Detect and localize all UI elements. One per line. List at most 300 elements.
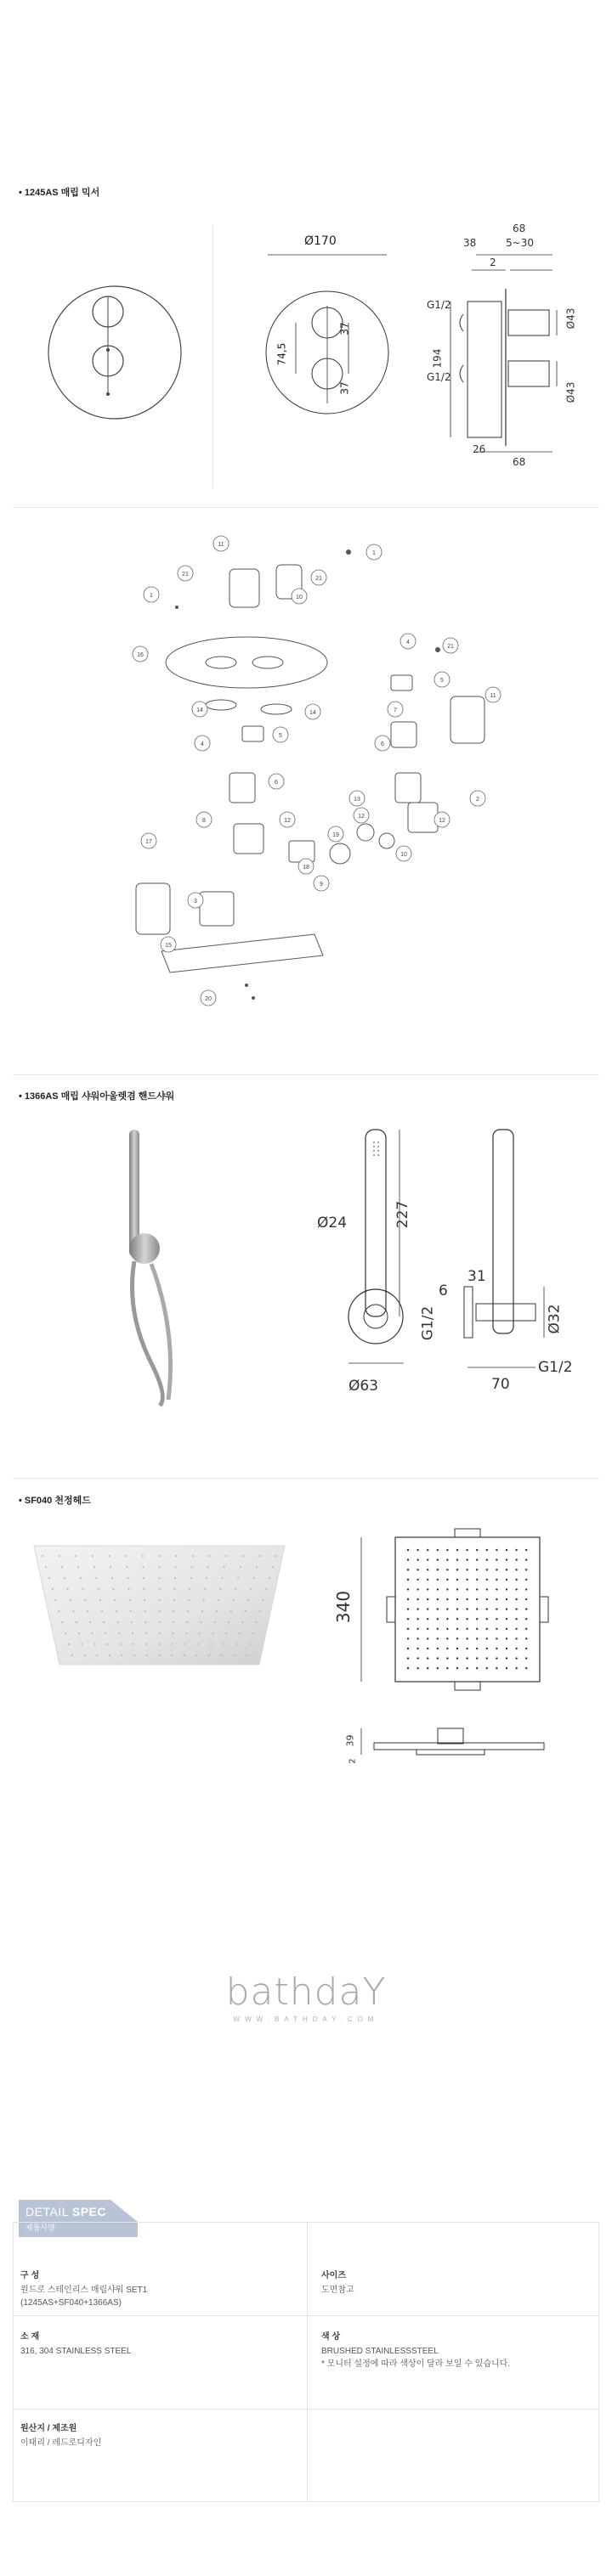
nozzle-dot: [239, 1632, 241, 1634]
svg-text:4: 4: [201, 741, 204, 747]
svg-text:12: 12: [439, 818, 445, 824]
head-nozzle-dot: [525, 1569, 527, 1570]
mixer-front-view: [30, 268, 200, 437]
nozzle-dot: [143, 1588, 144, 1590]
svg-text:11: 11: [490, 693, 496, 699]
spec-mid-line: [307, 2222, 308, 2502]
nozzle-dot: [64, 1577, 65, 1579]
head-nozzle-dot: [476, 1648, 478, 1649]
svg-text:12: 12: [284, 818, 291, 824]
head-nozzle-dot: [525, 1657, 527, 1659]
nozzle-dot: [158, 1588, 160, 1590]
head-nozzle-dot: [466, 1667, 468, 1669]
nozzle-dot: [245, 1610, 246, 1612]
head-nozzle-dot: [496, 1569, 497, 1570]
head-nozzle-dot: [506, 1667, 507, 1669]
nozzle-dot: [184, 1654, 185, 1656]
spec-material: [20, 2331, 131, 2358]
head-nozzle-dot: [407, 1637, 409, 1639]
dim-340: 340: [333, 1590, 354, 1624]
nozzle-dot: [207, 1566, 209, 1568]
dim-68-bottom: 68: [513, 456, 526, 468]
spec-table: [13, 2222, 599, 2502]
nozzle-dot: [116, 1621, 118, 1623]
head-nozzle-dot: [446, 1648, 448, 1649]
nozzle-dot: [201, 1610, 203, 1612]
spec-material-label: 소 재: [20, 2332, 40, 2342]
head-nozzle-dot: [496, 1559, 497, 1560]
svg-text:10: 10: [400, 852, 407, 858]
section-divider-3: [13, 1478, 599, 1479]
nozzle-dot: [256, 1621, 258, 1623]
nozzle-dot: [75, 1555, 76, 1557]
nozzle-dot: [158, 1643, 160, 1645]
head-nozzle-dot: [496, 1549, 497, 1551]
nozzle-dot: [133, 1654, 135, 1656]
nozzle-dot: [131, 1621, 133, 1623]
dim-g12-a: G1/2: [427, 299, 451, 311]
dim-g12-hand-b: G1/2: [538, 1359, 573, 1376]
spec-composition: [20, 2269, 147, 2309]
svg-text:21: 21: [182, 572, 189, 578]
nozzle-dot: [78, 1632, 80, 1634]
nozzle-dot: [118, 1632, 120, 1634]
detail-spec-subheading: 제품사양: [26, 2224, 55, 2232]
nozzle-dot: [221, 1654, 223, 1656]
head-nozzle-dot: [476, 1549, 478, 1551]
svg-text:15: 15: [165, 943, 172, 949]
handshower-front-drawing: [336, 1121, 429, 1410]
head-nozzle-dot: [486, 1648, 488, 1649]
head-nozzle-dot: [446, 1618, 448, 1620]
nozzle-dot: [48, 1577, 50, 1579]
nozzle-dot: [94, 1566, 95, 1568]
svg-text:14: 14: [196, 707, 203, 713]
dim-g12-hand-a: G1/2: [419, 1305, 437, 1341]
head-nozzle-dot: [476, 1657, 478, 1659]
nozzle-dot: [133, 1643, 134, 1645]
dim-26: 26: [473, 443, 486, 455]
head-nozzle-dot: [466, 1628, 468, 1630]
head-nozzle-dot: [456, 1579, 458, 1581]
nozzle-dot: [99, 1599, 101, 1601]
nozzle-dot: [84, 1654, 86, 1656]
nozzle-dot: [96, 1654, 98, 1656]
head-nozzle-dot: [416, 1559, 418, 1560]
head-nozzle-dot: [515, 1559, 517, 1560]
nozzle-dot: [111, 1577, 113, 1579]
svg-text:11: 11: [218, 542, 224, 548]
nozzle-dot: [174, 1566, 176, 1568]
head-nozzle-dot: [407, 1549, 409, 1551]
head-nozzle-dot: [437, 1559, 439, 1560]
svg-text:14: 14: [309, 710, 316, 716]
nozzle-dot: [158, 1566, 160, 1568]
svg-text:1: 1: [150, 593, 153, 599]
head-nozzle-dot: [407, 1598, 409, 1600]
nozzle-dot: [129, 1599, 131, 1601]
svg-text:6: 6: [275, 780, 278, 786]
head-nozzle-dot: [476, 1569, 478, 1570]
head-nozzle-dot: [446, 1628, 448, 1630]
head-nozzle-dot: [466, 1618, 468, 1620]
nozzle-dot: [175, 1555, 177, 1557]
head-nozzle-dot: [407, 1657, 409, 1659]
nozzle-dot: [206, 1577, 207, 1579]
headshower-photo: [30, 1537, 293, 1673]
nozzle-dot: [269, 1577, 270, 1579]
head-nozzle-dot: [476, 1628, 478, 1630]
head-nozzle-dot: [476, 1667, 478, 1669]
nozzle-dot: [256, 1566, 258, 1568]
dim-6: 6: [439, 1282, 448, 1299]
detail-spec-heading: DETAIL SPEC: [26, 2205, 106, 2218]
nozzle-dot: [225, 1632, 227, 1634]
svg-text:17: 17: [145, 839, 152, 845]
nozzle-dot: [59, 1555, 60, 1557]
nozzle-dot: [143, 1577, 144, 1579]
head-nozzle-dot: [427, 1559, 428, 1560]
nozzle-dot: [82, 1588, 84, 1590]
mixer-divider: [212, 225, 213, 488]
head-nozzle-dot: [476, 1559, 478, 1560]
nozzle-dot: [233, 1654, 235, 1656]
nozzle-dot: [225, 1555, 227, 1557]
nozzle-dot: [191, 1566, 193, 1568]
head-nozzle-dot: [476, 1598, 478, 1600]
head-nozzle-dot: [446, 1637, 448, 1639]
nozzle-dot: [250, 1588, 252, 1590]
head-nozzle-dot: [496, 1608, 497, 1609]
nozzle-dot: [132, 1632, 133, 1634]
head-nozzle-dot: [427, 1549, 428, 1551]
mixer-dimension-front: [255, 238, 400, 442]
head-nozzle-dot: [486, 1569, 488, 1570]
spec-composition-value-2: (1245AS+SF040+1366AS): [20, 2298, 122, 2308]
nozzle-dot: [200, 1621, 201, 1623]
handshower-photo: [110, 1121, 230, 1410]
spec-origin: [20, 2422, 101, 2449]
head-nozzle-dot: [456, 1628, 458, 1630]
nozzle-dot: [208, 1654, 210, 1656]
head-nozzle-dot: [416, 1618, 418, 1620]
head-nozzle-dot: [515, 1628, 517, 1630]
nozzle-dot: [173, 1599, 175, 1601]
nozzle-dot: [258, 1555, 260, 1557]
head-nozzle-dot: [515, 1579, 517, 1581]
headshower-drawing: [336, 1520, 582, 1784]
head-nozzle-dot: [466, 1588, 468, 1590]
dim-227: 227: [394, 1200, 412, 1229]
spec-color-label: 색 상: [321, 2332, 341, 2342]
head-nozzle-dot: [496, 1648, 497, 1649]
section-divider-2: [13, 1074, 599, 1075]
dim-74-5: 74,5: [275, 342, 288, 366]
nozzle-dot: [142, 1555, 144, 1557]
dim-38: 38: [463, 237, 477, 249]
nozzle-dot: [84, 1599, 86, 1601]
nozzle-dot: [116, 1610, 117, 1612]
head-nozzle-dot: [496, 1667, 497, 1669]
svg-text:2: 2: [476, 797, 479, 803]
nozzle-dot: [81, 1643, 82, 1645]
head-nozzle-dot: [437, 1569, 439, 1570]
spec-composition-value-1: 원드로 스테인리스 매립샤워 SET1: [20, 2286, 148, 2295]
nozzle-dot: [112, 1588, 114, 1590]
dim-37-a: 37: [338, 322, 351, 335]
head-nozzle-dot: [466, 1648, 468, 1649]
nozzle-dot: [190, 1577, 191, 1579]
nozzle-dot: [120, 1643, 122, 1645]
head-nozzle-dot: [466, 1598, 468, 1600]
head-nozzle-dot: [506, 1549, 507, 1551]
nozzle-dot: [185, 1632, 187, 1634]
nozzle-dot: [208, 1555, 210, 1557]
nozzle-dot: [241, 1621, 243, 1623]
nozzle-dot: [172, 1643, 173, 1645]
head-nozzle-dot: [506, 1618, 507, 1620]
nozzle-dot: [235, 1588, 236, 1590]
svg-text:16: 16: [137, 652, 144, 658]
head-nozzle-dot: [437, 1608, 439, 1609]
nozzle-dot: [253, 1577, 255, 1579]
svg-text:13: 13: [354, 797, 360, 803]
nozzle-dot: [71, 1654, 73, 1656]
dim-70: 70: [491, 1376, 510, 1393]
head-nozzle-dot: [456, 1657, 458, 1659]
head-nozzle-dot: [496, 1628, 497, 1630]
nozzle-dot: [189, 1588, 190, 1590]
head-nozzle-dot: [437, 1667, 439, 1669]
head-nozzle-dot: [427, 1608, 428, 1609]
head-nozzle-dot: [437, 1618, 439, 1620]
nozzle-dot: [146, 1654, 148, 1656]
head-nozzle-dot: [515, 1667, 517, 1669]
head-nozzle-dot: [456, 1637, 458, 1639]
svg-text:21: 21: [447, 644, 454, 650]
nozzle-dot: [230, 1610, 232, 1612]
head-nozzle-dot: [416, 1628, 418, 1630]
spec-size-label: 사이즈: [321, 2271, 346, 2280]
headshower-section-title: • SF040 천정헤드: [19, 1496, 91, 1506]
nozzle-dot: [262, 1599, 264, 1601]
head-nozzle-dot: [407, 1648, 409, 1649]
dim-5-30: 5~30: [506, 237, 534, 249]
head-nozzle-dot: [515, 1588, 517, 1590]
nozzle-dot: [144, 1610, 146, 1612]
nozzle-dot: [61, 1621, 63, 1623]
nozzle-dot: [92, 1632, 94, 1634]
head-nozzle-dot: [525, 1559, 527, 1560]
head-nozzle-dot: [427, 1618, 428, 1620]
svg-text:4: 4: [406, 640, 410, 645]
head-nozzle-dot: [437, 1579, 439, 1581]
nozzle-dot: [128, 1588, 129, 1590]
nozzle-dot: [236, 1643, 238, 1645]
nozzle-dot: [105, 1632, 106, 1634]
head-nozzle-dot: [416, 1598, 418, 1600]
head-nozzle-dot: [456, 1598, 458, 1600]
nozzle-dot: [92, 1555, 94, 1557]
head-nozzle-dot: [486, 1637, 488, 1639]
nozzle-dot: [67, 1588, 69, 1590]
dim-g12-b: G1/2: [427, 371, 451, 383]
head-nozzle-dot: [466, 1549, 468, 1551]
brand-logo: [0, 1970, 612, 2023]
nozzle-dot: [158, 1610, 160, 1612]
spec-size: [321, 2269, 354, 2297]
mixer-section-title: • 1245AS 매립 믹서: [19, 188, 100, 198]
nozzle-dot: [158, 1621, 160, 1623]
head-nozzle-dot: [506, 1569, 507, 1570]
head-nozzle-dot: [515, 1657, 517, 1659]
head-nozzle-dot: [476, 1618, 478, 1620]
head-nozzle-dot: [456, 1618, 458, 1620]
svg-text:5: 5: [440, 678, 444, 684]
svg-text:3: 3: [194, 899, 197, 905]
nozzle-dot: [199, 1632, 201, 1634]
head-nozzle-dot: [407, 1559, 409, 1560]
svg-text:21: 21: [315, 576, 322, 582]
svg-text:19: 19: [332, 832, 339, 838]
head-nozzle-dot: [407, 1588, 409, 1590]
svg-text:18: 18: [303, 865, 309, 871]
nozzle-dot: [158, 1654, 160, 1656]
head-nozzle-dot: [427, 1667, 428, 1669]
head-nozzle-dot: [525, 1648, 527, 1649]
head-nozzle-dot: [416, 1648, 418, 1649]
head-nozzle-dot: [437, 1549, 439, 1551]
nozzle-dot: [65, 1632, 66, 1634]
nozzle-dot: [173, 1588, 175, 1590]
nozzle-dot: [95, 1577, 97, 1579]
logo-text: bathdaY: [225, 1970, 387, 2014]
head-nozzle-dot: [506, 1637, 507, 1639]
head-nozzle-dot: [515, 1549, 517, 1551]
head-nozzle-dot: [456, 1667, 458, 1669]
head-nozzle-dot: [416, 1657, 418, 1659]
nozzle-dot: [42, 1555, 43, 1557]
nozzle-dot: [223, 1643, 224, 1645]
nozzle-dot: [173, 1621, 174, 1623]
nozzle-dot: [224, 1566, 225, 1568]
mixer-dimension-side: [425, 229, 595, 476]
head-nozzle-dot: [486, 1588, 488, 1590]
svg-text:10: 10: [296, 595, 303, 600]
head-nozzle-dot: [525, 1618, 527, 1620]
dim-d63: Ø63: [348, 1378, 379, 1395]
spec-size-value: 도면참고: [321, 2286, 354, 2295]
nozzle-dot: [174, 1577, 176, 1579]
spec-row-line-1: [14, 2315, 600, 2316]
dim-39: 39: [344, 1734, 356, 1747]
nozzle-dot: [158, 1577, 160, 1579]
head-nozzle-dot: [437, 1657, 439, 1659]
dim-d32: Ø32: [546, 1304, 564, 1334]
nozzle-dot: [192, 1555, 194, 1557]
head-nozzle-dot: [446, 1549, 448, 1551]
dim-d43-a: Ø43: [564, 307, 577, 330]
head-nozzle-dot: [407, 1618, 409, 1620]
head-nozzle-dot: [496, 1588, 497, 1590]
dim-2-head: 2: [348, 1758, 358, 1764]
nozzle-dot: [110, 1566, 111, 1568]
nozzle-dot: [52, 1588, 54, 1590]
head-nozzle-dot: [446, 1608, 448, 1609]
dim-2: 2: [490, 256, 496, 268]
head-nozzle-dot: [515, 1608, 517, 1609]
nozzle-dot: [144, 1599, 145, 1601]
nozzle-dot: [204, 1588, 206, 1590]
head-nozzle-dot: [427, 1657, 428, 1659]
head-nozzle-dot: [506, 1579, 507, 1581]
head-nozzle-dot: [506, 1657, 507, 1659]
head-nozzle-dot: [496, 1657, 497, 1659]
head-nozzle-dot: [446, 1559, 448, 1560]
nozzle-dot: [242, 1555, 244, 1557]
nozzle-dot: [172, 1632, 173, 1634]
head-nozzle-dot: [427, 1628, 428, 1630]
nozzle-dot: [80, 1577, 82, 1579]
handshower-side-drawing: [459, 1121, 578, 1393]
section-divider-1: [13, 507, 599, 508]
head-nozzle-dot: [515, 1618, 517, 1620]
head-nozzle-dot: [437, 1598, 439, 1600]
head-nozzle-dot: [437, 1637, 439, 1639]
nozzle-dot: [233, 1599, 235, 1601]
dim-d170: Ø170: [304, 234, 337, 248]
head-nozzle-dot: [446, 1579, 448, 1581]
head-nozzle-dot: [506, 1648, 507, 1649]
nozzle-dot: [210, 1643, 212, 1645]
nozzle-dot: [108, 1555, 110, 1557]
head-nozzle-dot: [525, 1608, 527, 1609]
head-nozzle-dot: [407, 1579, 409, 1581]
head-nozzle-dot: [407, 1667, 409, 1669]
head-nozzle-dot: [476, 1579, 478, 1581]
head-nozzle-dot: [427, 1598, 428, 1600]
nozzle-dot: [246, 1654, 247, 1656]
nozzle-dot: [144, 1621, 146, 1623]
nozzle-dot: [127, 1577, 128, 1579]
nozzle-dot: [184, 1643, 186, 1645]
head-nozzle-dot: [496, 1579, 497, 1581]
head-nozzle-dot: [486, 1608, 488, 1609]
nozzle-dot: [216, 1610, 218, 1612]
nozzle-dot: [219, 1588, 221, 1590]
nozzle-dot: [196, 1654, 197, 1656]
dim-31: 31: [468, 1268, 486, 1285]
nozzle-dot: [76, 1621, 77, 1623]
exploded-callouts: [102, 527, 510, 1019]
svg-text:1: 1: [372, 550, 376, 556]
head-nozzle-dot: [437, 1648, 439, 1649]
nozzle-dot: [68, 1643, 70, 1645]
head-nozzle-dot: [446, 1667, 448, 1669]
nozzle-dot: [187, 1610, 189, 1612]
head-nozzle-dot: [446, 1598, 448, 1600]
nozzle-dot: [158, 1555, 160, 1557]
nozzle-dot: [197, 1643, 199, 1645]
nozzle-dot: [203, 1599, 205, 1601]
head-nozzle-dot: [476, 1588, 478, 1590]
spec-color-value-1: BRUSHED STAINLESSSTEEL: [321, 2347, 439, 2356]
head-nozzle-dot: [456, 1569, 458, 1570]
dim-194: 194: [431, 348, 444, 369]
head-nozzle-dot: [407, 1608, 409, 1609]
head-nozzle-dot: [427, 1588, 428, 1590]
head-nozzle-dot: [446, 1657, 448, 1659]
